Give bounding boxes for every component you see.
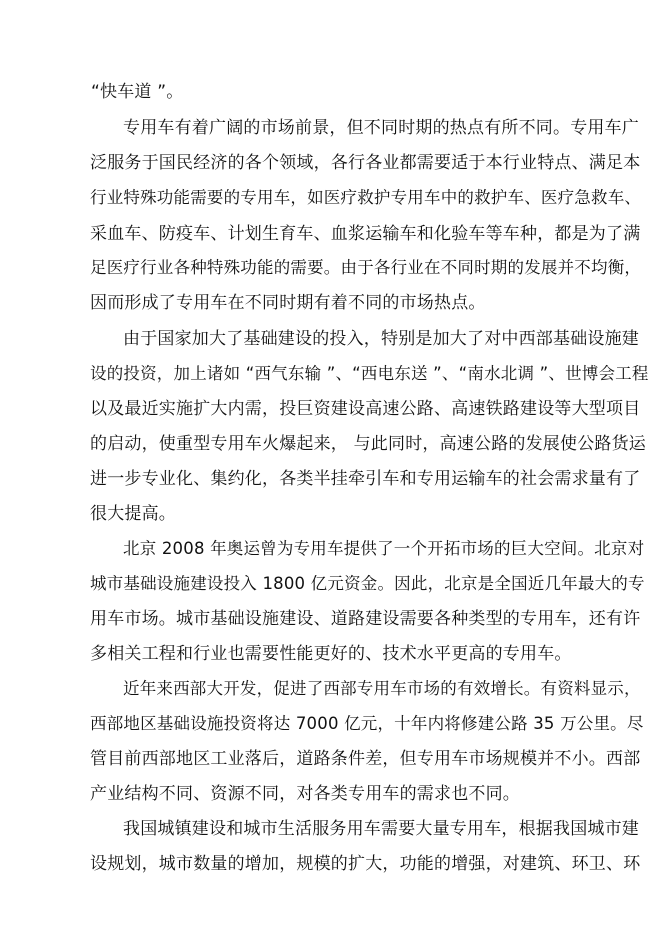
text-line: 西部地区基础设施投资将达 7000 亿元，十年内将修建公路 35 万公里。尽 (90, 714, 644, 733)
text-line: 泛服务于国民经济的各个领域，各行各业都需要适于本行业特点、满足本 (90, 153, 641, 173)
text-line: 北京 2008 年奥运曾为专用车提供了一个开拓市场的巨大空间。北京对 (123, 539, 645, 558)
text-line: 很大提高。 (90, 504, 176, 524)
text-line: 设规划，城市数量的增加，规模的扩大，功能的增强，对建筑、环卫、环 (90, 854, 641, 874)
text-line: 以及最近实施扩大内需，投巨资建设高速公路、高速铁路建设等大型项目 (90, 399, 641, 419)
text-line: 的启动，使重型专用车火爆起来， 与此同时，高速公路的发展使公路货运 (90, 434, 647, 454)
text-line: 多相关工程和行业也需要性能更好的、技术水平更高的专用车。 (90, 644, 572, 664)
text-line: 我国城镇建设和城市生活服务用车需要大量专用车，根据我国城市建 (123, 819, 639, 839)
text-line: 管目前西部地区工业落后，道路条件差，但专用车市场规模并不小。西部 (90, 749, 641, 769)
text-line: 因而形成了专用车在不同时期有着不同的市场热点。 (90, 293, 486, 313)
text-line: 足医疗行业各种特殊功能的需要。由于各行业在不同时期的发展并不均衡， (90, 258, 642, 277)
text-line: 产业结构不同、资源不同，对各类专用车的需求也不同。 (90, 784, 520, 804)
text-line: 行业特殊功能需要的专用车，如医疗救护专用车中的救护车、医疗急救车、 (90, 188, 642, 207)
text-line: 由于国家加大了基础建设的投入，特别是加大了对中西部基础设施建 (123, 329, 639, 349)
text-line: “快车道 ”。 (91, 82, 184, 102)
text-line: 城市基础设施建设投入 1800 亿元资金。因此，北京是全国近几年最大的专 (90, 574, 645, 593)
text-line: 设的投资，加上诸如 “西气东输 ”、“西电东送 ”、“南水北调 ”、世博会工程 (90, 364, 649, 383)
text-line: 采血车、防疫车、计划生育车、血浆运输车和化验车等车种，都是为了满 (90, 224, 641, 244)
text-line: 近年来西部大开发，促进了西部专用车市场的有效增长。有资料显示， (123, 679, 641, 698)
text-line: 进一步专业化、集约化，各类半挂牵引车和专用运输车的社会需求量有了 (90, 469, 641, 489)
text-line: 专用车有着广阔的市场前景，但不同时期的热点有所不同。专用车广 (123, 118, 639, 138)
text-line: 用车市场。城市基础设施建设、道路建设需要各种类型的专用车，还有许 (90, 609, 641, 629)
